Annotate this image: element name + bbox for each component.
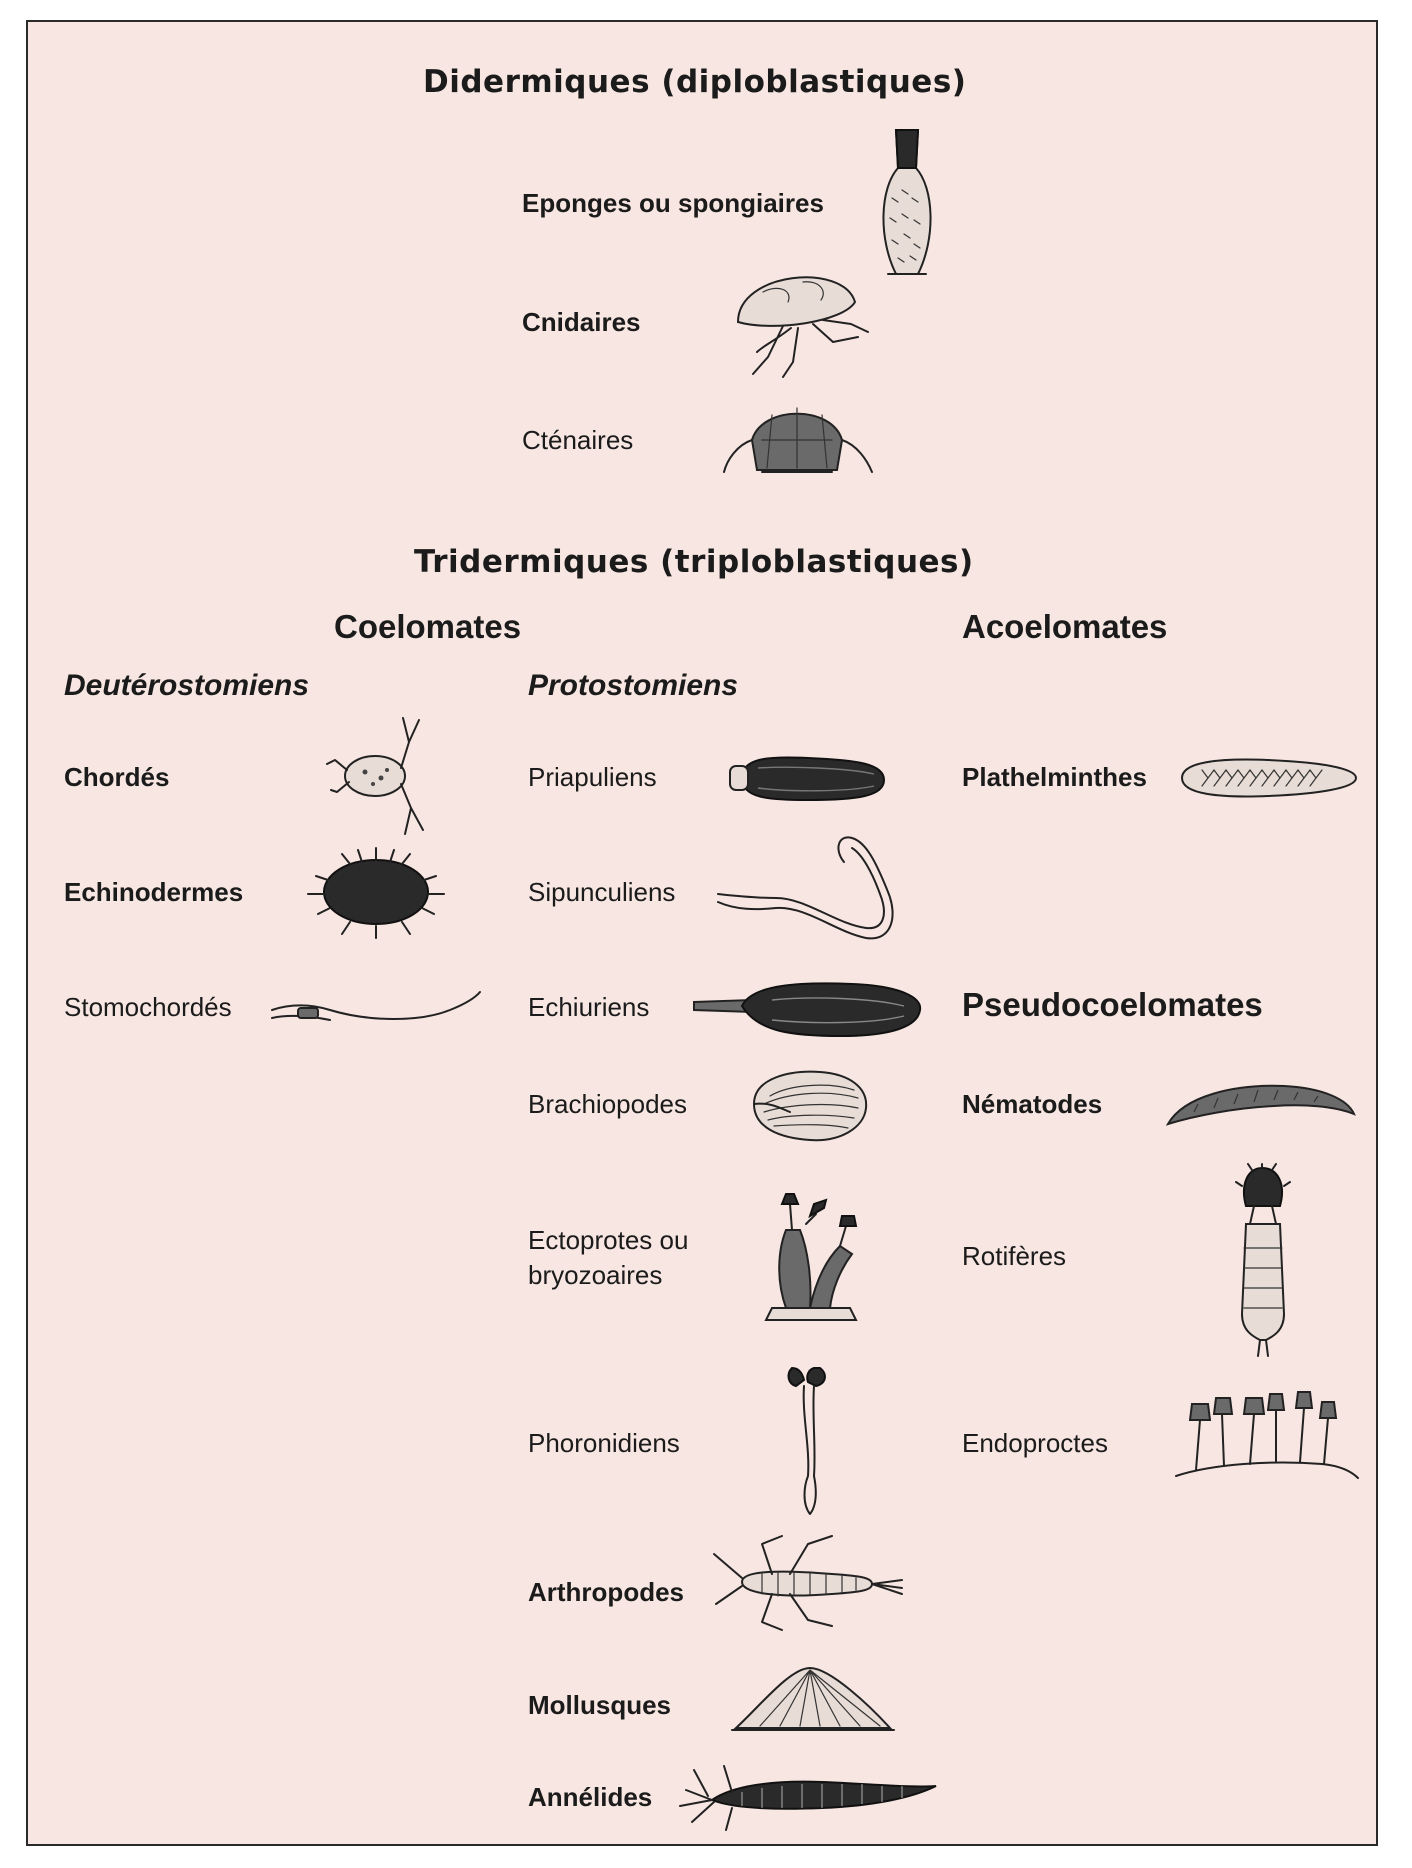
label-sipunculiens: Sipunculiens bbox=[528, 877, 676, 907]
priapulid-icon bbox=[728, 752, 888, 804]
ctenophore-icon bbox=[722, 400, 882, 480]
label-eponges: Eponges ou spongiaires bbox=[522, 188, 824, 218]
label-nematodes: Nématodes bbox=[962, 1089, 1103, 1119]
label-annelides: Annélides bbox=[528, 1782, 653, 1812]
label-plathelminthes: Plathelminthes bbox=[962, 762, 1147, 792]
label-ctenaires: Cténaires bbox=[522, 425, 634, 455]
label-mollusques: Mollusques bbox=[528, 1690, 672, 1720]
label-chordes: Chordés bbox=[64, 762, 170, 792]
label-arthropodes: Arthropodes bbox=[528, 1577, 684, 1607]
phoronid-icon bbox=[784, 1366, 836, 1518]
chiton-icon bbox=[730, 1666, 896, 1736]
label-phoronidiens: Phoronidiens bbox=[528, 1428, 680, 1458]
label-priapuliens: Priapuliens bbox=[528, 762, 657, 792]
annelid-worm-icon bbox=[672, 1756, 940, 1834]
echiurid-icon bbox=[692, 980, 924, 1040]
bryozoan-icon bbox=[756, 1190, 866, 1326]
nematode-icon bbox=[1164, 1076, 1356, 1132]
sipunculid-icon bbox=[716, 832, 900, 952]
heading-tridermiques: Tridermiques (triploblastiques) bbox=[414, 544, 974, 580]
label-ectoprotes: Ectoprotes ou bbox=[528, 1225, 689, 1255]
label-echiuriens: Echiuriens bbox=[528, 992, 650, 1022]
label-endoproctes: Endoproctes bbox=[962, 1428, 1108, 1458]
label-echinodermes: Echinodermes bbox=[64, 877, 244, 907]
heading-deuterostomiens: Deutérostomiens bbox=[64, 669, 310, 702]
heading-coelomates: Coelomates bbox=[334, 608, 522, 645]
label-rotiferes: Rotifères bbox=[962, 1241, 1067, 1271]
frog-icon bbox=[325, 712, 425, 838]
heading-didermiques: Didermiques (diploblastiques) bbox=[423, 64, 967, 100]
insect-larva-icon bbox=[712, 1534, 904, 1632]
label-brachiopodes: Brachiopodes bbox=[528, 1089, 687, 1119]
label-cnidaires: Cnidaires bbox=[522, 307, 641, 337]
label-bryozoaires: bryozoaires bbox=[528, 1260, 663, 1290]
jellyfish-icon bbox=[733, 262, 873, 382]
sponge-icon bbox=[878, 128, 936, 278]
classification-panel bbox=[26, 20, 1378, 1846]
flatworm-icon bbox=[1178, 752, 1360, 804]
sea-urchin-icon bbox=[302, 842, 450, 938]
endoproct-colony-icon bbox=[1172, 1390, 1360, 1490]
rotifer-icon bbox=[1232, 1164, 1294, 1358]
acorn-worm-icon bbox=[270, 988, 482, 1028]
brachiopod-shell-icon bbox=[750, 1068, 870, 1144]
heading-pseudocoelomates: Pseudocoelomates bbox=[962, 986, 1263, 1023]
label-stomochordes: Stomochordés bbox=[64, 992, 232, 1022]
heading-protostomiens: Protostomiens bbox=[528, 669, 739, 702]
heading-acoelomates: Acoelomates bbox=[962, 608, 1168, 645]
